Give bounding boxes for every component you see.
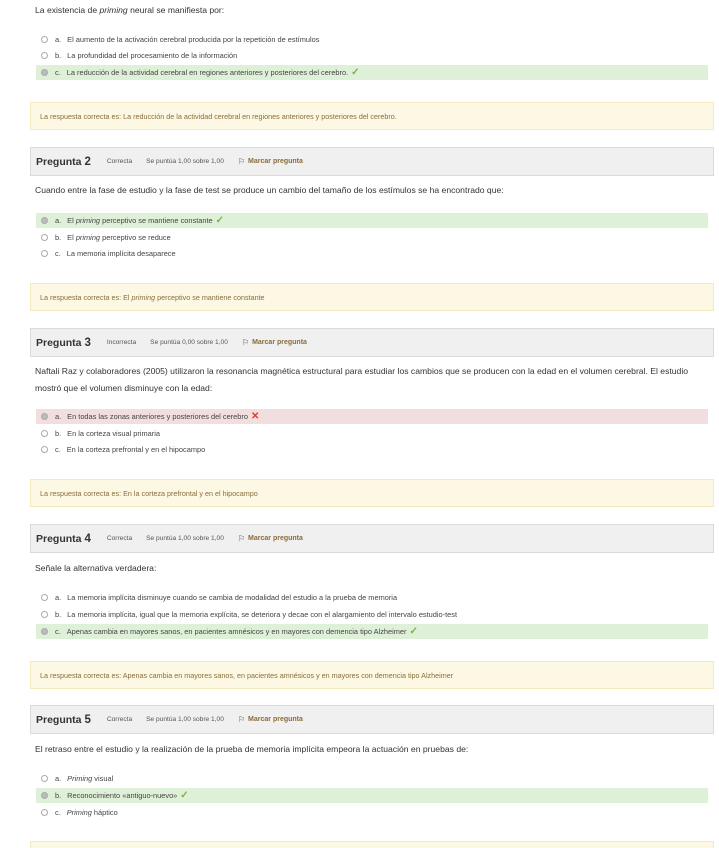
- flag-icon: ⚐: [237, 715, 246, 724]
- question-2-header: [30, 147, 714, 176]
- question-5-feedback: [30, 841, 714, 848]
- question-label: Pregunta: [36, 155, 82, 168]
- radio-icon[interactable]: [41, 809, 48, 816]
- option-letter: a.: [55, 774, 62, 783]
- option-letter: b.: [55, 791, 62, 800]
- question-text-emphasis: priming: [99, 5, 128, 15]
- question-5-header: [30, 705, 714, 734]
- question-4-text: Señale la alternativa verdadera:: [35, 563, 157, 573]
- check-icon: ✓: [215, 215, 225, 226]
- option-letter: c.: [55, 445, 61, 454]
- radio-icon[interactable]: [41, 52, 48, 59]
- flag-label: Marcar pregunta: [248, 716, 303, 723]
- radio-icon[interactable]: [41, 430, 48, 437]
- question-state: Incorrecta: [106, 339, 137, 346]
- check-icon: ✓: [180, 790, 189, 801]
- option-text: El: [67, 233, 74, 242]
- flag-label: Marcar pregunta: [248, 158, 303, 165]
- radio-icon[interactable]: [41, 217, 48, 224]
- option-text: La memoria implícita disminuye cuando se cambia de modalidad del estudio a la prueba de memoria: [67, 593, 398, 602]
- question-label: Pregunta: [36, 532, 82, 545]
- question-text-part: La existencia de: [35, 5, 100, 15]
- question-5-option-c[interactable]: [36, 805, 708, 820]
- option-text: El: [67, 216, 74, 225]
- option-text-emphasis: priming: [75, 233, 101, 242]
- option-letter: b.: [55, 429, 62, 438]
- question-1-feedback: [30, 102, 714, 130]
- option-text: háptico: [93, 808, 118, 817]
- radio-icon[interactable]: [41, 69, 48, 76]
- question-grade: Se puntúa 1,00 sobre 1,00: [146, 716, 224, 723]
- question-title: [36, 714, 91, 726]
- option-text: En todas las zonas anteriores y posteriores del cerebro: [67, 412, 248, 421]
- option-letter: c.: [55, 68, 61, 77]
- question-1-option-a[interactable]: [36, 32, 708, 47]
- question-2-option-c[interactable]: [36, 246, 708, 261]
- radio-icon[interactable]: [41, 446, 48, 453]
- question-number: 3: [84, 336, 91, 349]
- option-letter: a.: [55, 35, 62, 44]
- feedback-text: La respuesta correcta es: En la corteza prefrontal y en el hipocampo: [40, 488, 258, 498]
- flag-icon: ⚐: [241, 338, 250, 347]
- question-grade: Se puntúa 1,00 sobre 1,00: [146, 158, 224, 165]
- question-3-option-a[interactable]: [36, 409, 708, 424]
- cross-icon: ✕: [250, 411, 260, 422]
- flag-question-link[interactable]: [238, 157, 303, 166]
- feedback-text: La respuesta correcta es: La reducción de la actividad cerebral en regiones anteriores y posteriores del cerebro.: [40, 111, 397, 121]
- check-icon: ✓: [351, 67, 360, 78]
- question-text-part: neural se manifiesta por:: [127, 5, 225, 15]
- question-grade: Se puntúa 0,00 sobre 1,00: [150, 339, 228, 346]
- option-letter: b.: [55, 51, 62, 60]
- flag-icon: ⚐: [237, 534, 246, 543]
- question-state: Correcta: [106, 535, 133, 542]
- radio-icon[interactable]: [41, 628, 48, 635]
- feedback-text: La respuesta correcta es: Apenas cambia en mayores sanos, en pacientes amnésicos y en mayores con demencia tipo Alzheimer: [40, 670, 454, 680]
- question-2-feedback: [30, 283, 714, 311]
- question-label: Pregunta: [36, 336, 82, 349]
- question-2-text: Cuando entre la fase de estudio y la fase de test se produce un cambio del tamaño de los estímulos se ha encontrado que:: [35, 185, 504, 195]
- option-text: La profundidad del procesamiento de la información: [67, 51, 238, 60]
- option-text: perceptivo se mantiene constante: [102, 216, 213, 225]
- option-letter: c.: [55, 808, 61, 817]
- option-letter: c.: [55, 627, 61, 636]
- feedback-text-emphasis: priming: [131, 292, 156, 302]
- radio-icon[interactable]: [41, 775, 48, 782]
- option-text-emphasis: Priming: [66, 808, 92, 817]
- feedback-text: perceptivo se mantiene constante: [157, 292, 265, 302]
- question-4-option-b[interactable]: [36, 607, 708, 622]
- flag-icon: ⚐: [237, 157, 246, 166]
- question-3-text: Naftali Raz y colaboradores (2005) utilizaron la resonancia magnética estructural para estudiar los cambios que se producen con la edad en el volumen cerebral. El estudio mostró que el volumen disminuye con la edad:: [35, 366, 689, 393]
- question-3-option-c[interactable]: [36, 442, 708, 457]
- question-3-option-b[interactable]: [36, 426, 708, 441]
- option-text-emphasis: Priming: [67, 774, 93, 783]
- question-state: Correcta: [106, 716, 133, 723]
- question-5-text: El retraso entre el estudio y la realización de la prueba de memoria implícita empeora la actuación en pruebas de:: [35, 744, 469, 754]
- flag-question-link[interactable]: [238, 534, 303, 543]
- radio-icon[interactable]: [41, 594, 48, 601]
- option-text: El aumento de la activación cerebral producida por la repetición de estímulos: [67, 35, 320, 44]
- question-5-option-a[interactable]: [36, 771, 708, 786]
- option-letter: a.: [55, 216, 62, 225]
- radio-icon[interactable]: [41, 413, 48, 420]
- option-text: La memoria implícita, igual que la memoria explícita, se deteriora y decae con el alargamiento del intervalo estudio-test: [67, 610, 458, 619]
- radio-icon[interactable]: [41, 792, 48, 799]
- option-text: La memoria implícita desaparece: [66, 249, 176, 258]
- option-letter: c.: [55, 249, 61, 258]
- option-text: En la corteza visual primaria: [67, 429, 161, 438]
- question-label: Pregunta: [36, 713, 82, 726]
- question-2-option-a[interactable]: [36, 213, 708, 228]
- question-1-option-c[interactable]: [36, 65, 708, 80]
- flag-question-link[interactable]: [242, 338, 307, 347]
- question-title: [36, 533, 91, 545]
- option-text: Apenas cambia en mayores sanos, en pacientes amnésicos y en mayores con demencia tipo Alzheimer: [66, 627, 407, 636]
- question-number: 4: [84, 532, 91, 545]
- question-5-option-b[interactable]: [36, 788, 708, 803]
- question-4-option-a[interactable]: [36, 590, 708, 605]
- question-1-option-b[interactable]: [36, 48, 708, 63]
- question-title: [36, 337, 91, 349]
- option-letter: b.: [55, 610, 62, 619]
- question-1-text: [35, 2, 715, 19]
- radio-icon[interactable]: [41, 611, 48, 618]
- question-3-feedback: [30, 479, 714, 507]
- option-text: visual: [94, 774, 114, 783]
- radio-icon[interactable]: [41, 36, 48, 43]
- option-letter: a.: [55, 593, 62, 602]
- flag-label: Marcar pregunta: [248, 535, 303, 542]
- option-text: perceptivo se reduce: [102, 233, 171, 242]
- check-icon: ✓: [409, 626, 418, 637]
- question-number: 2: [84, 155, 91, 168]
- question-2-option-b[interactable]: [36, 230, 708, 245]
- flag-question-link[interactable]: [238, 715, 303, 724]
- question-state: Correcta: [106, 158, 133, 165]
- question-number: 5: [84, 713, 91, 726]
- option-text: En la corteza prefrontal y en el hipocampo: [66, 445, 206, 454]
- question-4-option-c[interactable]: [36, 624, 708, 639]
- radio-icon[interactable]: [41, 250, 48, 257]
- option-letter: a.: [55, 412, 62, 421]
- question-grade: Se puntúa 1,00 sobre 1,00: [146, 535, 224, 542]
- question-title: [36, 156, 91, 168]
- feedback-text: La respuesta correcta es: El: [40, 292, 130, 302]
- option-text: Reconocimiento «antiguo-nuevo»: [67, 791, 178, 800]
- option-text-emphasis: priming: [75, 216, 101, 225]
- option-letter: b.: [55, 233, 62, 242]
- flag-label: Marcar pregunta: [252, 339, 307, 346]
- option-text: La reducción de la actividad cerebral en regiones anteriores y posteriores del cerebro.: [66, 68, 349, 77]
- question-3-header: [30, 328, 714, 357]
- radio-icon[interactable]: [41, 234, 48, 241]
- question-4-header: [30, 524, 714, 553]
- question-4-feedback: [30, 661, 714, 689]
